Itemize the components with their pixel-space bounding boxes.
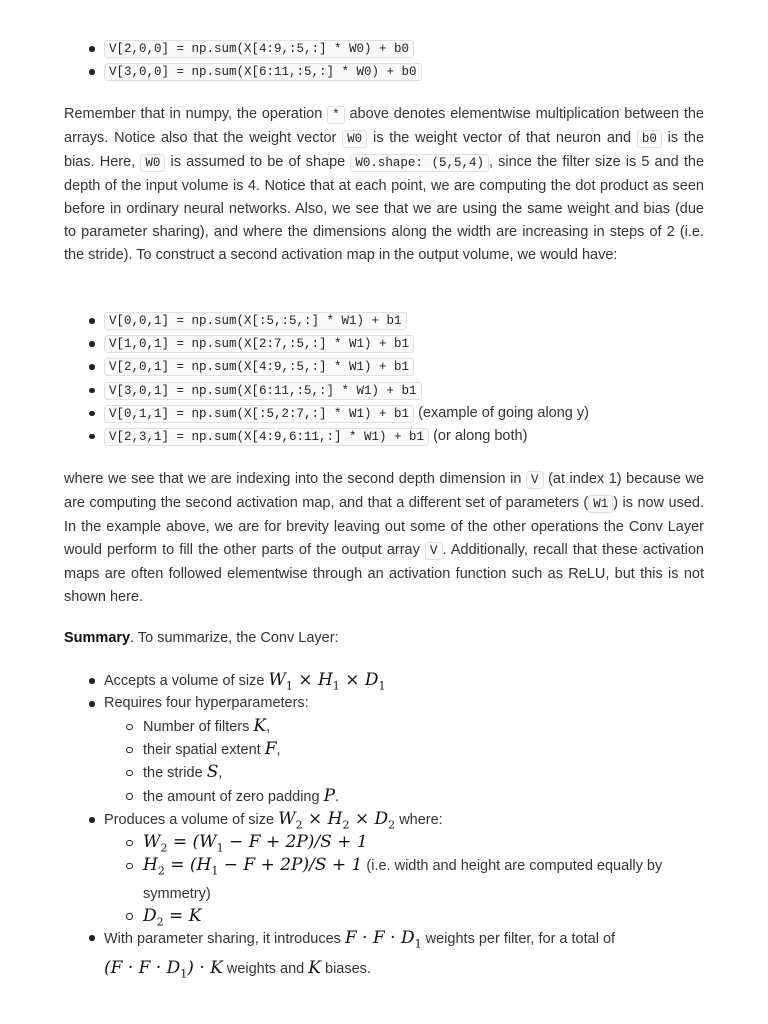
list-note: (or along both) <box>433 427 528 444</box>
code-inline: W1 <box>588 495 613 513</box>
code-snippet: V[0,1,1] = np.sum(X[:5,2:7,:] * W1) + b1 <box>104 405 414 423</box>
paragraph-elementwise: Remember that in numpy, the operation * above denotes elementwise multiplication between the arrays. Notice also that the weight vector W0 is the weight vector of that neuron and b0 is the bias. Here, W0 is assumed to be of shape W0.shape: (5,5,4) , since the filter size is 5 and the depth of the input volume is 4. Notice that at each point, we are computing the dot product as seen before in ordinary neural networks. Also, we see that we are using the same weight and bias (due to parameter sharing), and where the dimensions along the width are increasing in steps of 2 (i.e. the stride). To construct a second activation map in the output volume, we would have: <box>64 106 705 263</box>
list-item: $W_2 = (W_1 - F + 2P)/S + 1$ <box>64 831 704 854</box>
code-snippet: V[2,0,1] = np.sum(X[4:9,:5,:] * W1) + b1 <box>104 358 414 376</box>
code-snippet: V[0,0,1] = np.sum(X[:5,:5,:] * W1) + b1 <box>104 312 407 330</box>
list-item <box>64 332 704 355</box>
top-code-list <box>64 37 704 83</box>
list-item <box>64 60 704 83</box>
code-snippet: V[1,0,1] = np.sum(X[2:7,:5,:] * W1) + b1 <box>104 335 414 353</box>
list-item: $D_2 = K$ <box>64 905 704 928</box>
list-item: Produces a volume of size $W_2 \times H_2 \times D_2$ where: <box>64 808 704 831</box>
list-item: the stride S, <box>64 761 704 784</box>
code-inline: V <box>425 542 443 560</box>
list-item: the amount of zero padding P. <box>64 785 704 808</box>
list-item: With parameter sharing, it introduces $F \cdot F \cdot D_1$ weights per filter, for a total of $(F \cdot F \cdot D_1) \cdot K$ weights and K biases. <box>64 926 704 987</box>
code-inline: b0 <box>637 130 662 148</box>
code-snippet: V[2,3,1] = np.sum(X[4:9,6:11,:] * W1) + b1 <box>104 428 429 446</box>
hyperparameter-list <box>64 715 704 808</box>
code-inline: W0 <box>140 154 165 172</box>
code-snippet: V[3,0,0] = np.sum(X[6:11,:5,:] * W0) + b0 <box>104 63 422 81</box>
code-snippet: V[3,0,1] = np.sum(X[6:11,:5,:] * W1) + b1 <box>104 382 422 400</box>
output-size-list <box>64 831 704 928</box>
list-item <box>64 402 704 425</box>
list-item: Requires four hyperparameters: <box>64 692 704 715</box>
list-note: (example of going along y) <box>418 404 589 421</box>
list-item: Accepts a volume of size $W_1 \times H_1 \times D_1$ <box>64 669 704 692</box>
summary-heading: Summary. To summarize, the Conv Layer: <box>64 630 339 646</box>
list-item: their spatial extent F, <box>64 738 704 761</box>
paragraph-second-map: where we see that we are indexing into the second depth dimension in V (at index 1) because we are computing the second activation map, and that a different set of parameters ( W1 ) is now used. In the example above, we are for brevity leaving out some of the other operations the Conv Layer would perform to fill the other parts of the output array V . Additionally, recall that these activation maps are often followed elementwise through an activation function such as ReLU, but this is not shown here. <box>64 471 705 605</box>
code-inline: W0.shape: (5,5,4) <box>350 154 489 172</box>
summary-list-sharing <box>64 926 704 987</box>
second-code-list <box>64 309 704 448</box>
list-item <box>64 355 704 378</box>
list-item <box>64 309 704 332</box>
list-item <box>64 37 704 60</box>
summary-list-produces <box>64 808 704 831</box>
code-inline: W0 <box>342 130 367 148</box>
code-snippet: V[2,0,0] = np.sum(X[4:9,:5,:] * W0) + b0 <box>104 40 414 58</box>
list-item: Number of filters K, <box>64 715 704 738</box>
list-item: $H_2 = (H_1 - F + 2P)/S + 1$ (i.e. width and height are computed equally by symmetry) <box>64 854 704 904</box>
list-item <box>64 379 704 402</box>
summary-list <box>64 669 704 715</box>
code-inline: V <box>526 471 544 489</box>
list-item <box>64 425 704 448</box>
code-inline: * <box>327 106 345 124</box>
